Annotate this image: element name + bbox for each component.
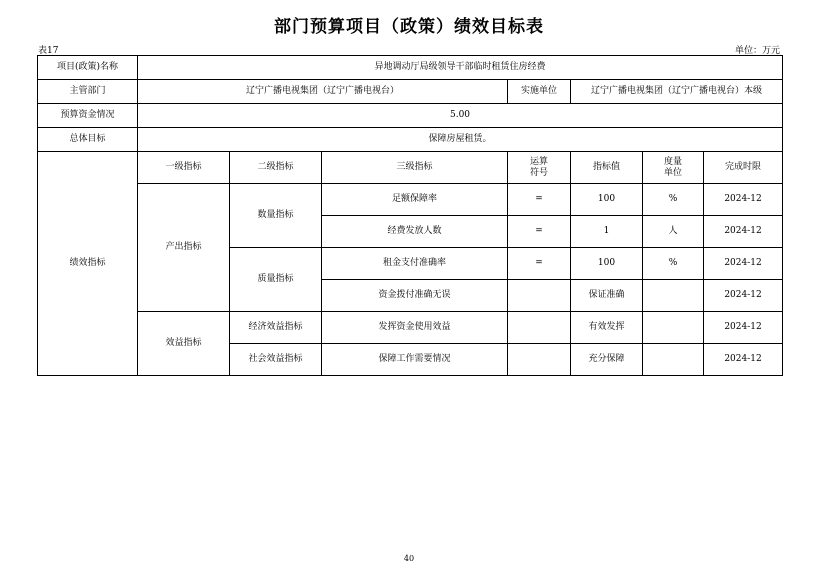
- performance-table: [37, 55, 783, 376]
- group-output: 产出指标: [138, 184, 230, 312]
- header-operator-line1: 运算: [529, 156, 548, 167]
- row-unit: [643, 344, 704, 376]
- row-unit: 人: [643, 216, 704, 248]
- row-value: 有效发挥: [571, 312, 643, 344]
- row-operator: [508, 280, 571, 312]
- row-deadline: 2024-12: [704, 312, 783, 344]
- row-value: 保证准确: [571, 280, 643, 312]
- impl-unit-value: 辽宁广播电视集团（辽宁广播电视台）本级: [571, 80, 783, 104]
- group-social: 社会效益指标: [230, 344, 322, 376]
- row-unit: %: [643, 248, 704, 280]
- header-unit: [643, 152, 704, 184]
- row-level3: 租金支付准确率: [322, 248, 508, 280]
- table-row: [38, 184, 783, 216]
- table-number: 表17: [38, 46, 59, 56]
- header-value: 指标值: [571, 152, 643, 184]
- indicator-header-row: [38, 152, 783, 184]
- row-deadline: 2024-12: [704, 184, 783, 216]
- row-level3: 资金拨付准确无误: [322, 280, 508, 312]
- row-level3: 经费发放人数: [322, 216, 508, 248]
- row-deadline: 2024-12: [704, 216, 783, 248]
- overall-label: 总体目标: [38, 128, 138, 152]
- dept-value: 辽宁广播电视集团（辽宁广播电视台）: [138, 80, 508, 104]
- header-unit-line2: 单位: [663, 167, 682, 178]
- row-operator: [508, 312, 571, 344]
- row-operator: [508, 344, 571, 376]
- project-name-label: 项目(政策)名称: [38, 56, 138, 80]
- header-unit-line1: 度量: [663, 156, 682, 167]
- dept-label: 主管部门: [38, 80, 138, 104]
- row-operator: =: [508, 216, 571, 248]
- row-unit: [643, 312, 704, 344]
- header-operator: [508, 152, 571, 184]
- row-value: 100: [571, 184, 643, 216]
- funds-row: [38, 104, 783, 128]
- header-operator-line2: 符号: [529, 167, 548, 178]
- perf-label: 绩效指标: [38, 152, 138, 376]
- row-value: 充分保障: [571, 344, 643, 376]
- row-unit: [643, 280, 704, 312]
- row-value: 1: [571, 216, 643, 248]
- group-quality: 质量指标: [230, 248, 322, 312]
- overall-row: [38, 128, 783, 152]
- row-unit: %: [643, 184, 704, 216]
- funds-label: 预算资金情况: [38, 104, 138, 128]
- group-economic: 经济效益指标: [230, 312, 322, 344]
- row-level3: 足额保障率: [322, 184, 508, 216]
- row-deadline: 2024-12: [704, 248, 783, 280]
- table-row: [38, 312, 783, 344]
- row-level3: 发挥资金使用效益: [322, 312, 508, 344]
- header-level3: 三级指标: [322, 152, 508, 184]
- group-quantity: 数量指标: [230, 184, 322, 248]
- unit-label: 单位：万元: [734, 46, 780, 56]
- row-level3: 保障工作需要情况: [322, 344, 508, 376]
- row-operator: =: [508, 248, 571, 280]
- overall-value: 保障房屋租赁。: [138, 128, 783, 152]
- header-deadline: 完成时限: [704, 152, 783, 184]
- impl-unit-label: 实施单位: [508, 80, 571, 104]
- project-name-row: [38, 56, 783, 80]
- dept-row: [38, 80, 783, 104]
- row-value: 100: [571, 248, 643, 280]
- funds-value: 5.00: [138, 104, 783, 128]
- row-operator: =: [508, 184, 571, 216]
- page-number: 40: [403, 554, 415, 563]
- row-deadline: 2024-12: [704, 344, 783, 376]
- group-benefit: 效益指标: [138, 312, 230, 376]
- row-deadline: 2024-12: [704, 280, 783, 312]
- header-level2: 二级指标: [230, 152, 322, 184]
- header-level1: 一级指标: [138, 152, 230, 184]
- project-name-value: 异地调动厅局级领导干部临时租赁住房经费: [138, 56, 783, 80]
- page-title: 部门预算项目（政策）绩效目标表: [274, 17, 544, 37]
